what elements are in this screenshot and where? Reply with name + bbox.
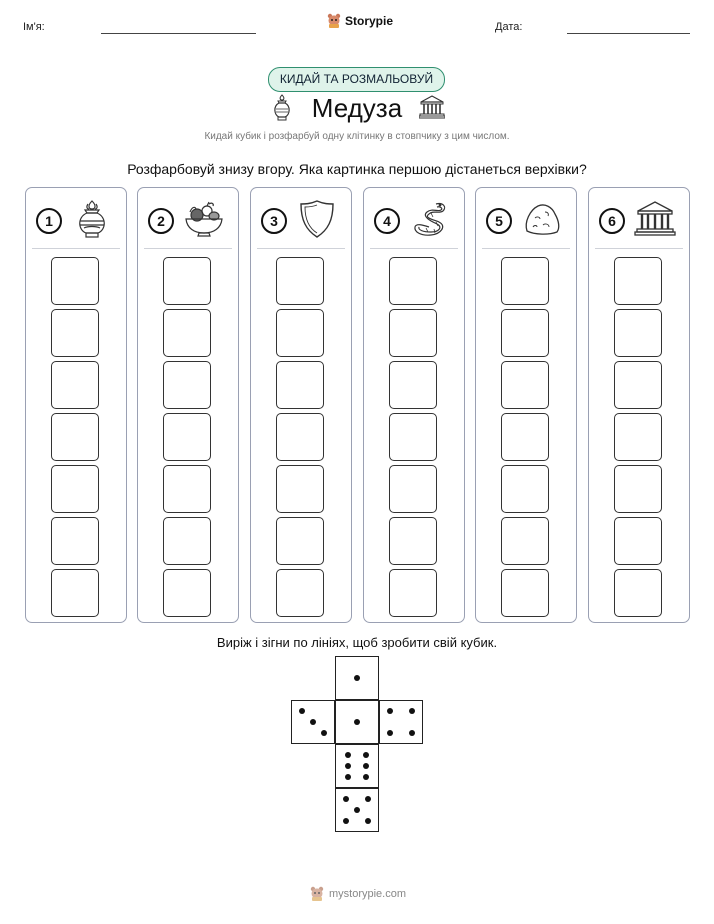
page-title: Медуза — [311, 93, 403, 123]
footer-text: mystorypie.com — [329, 888, 407, 900]
snake-icon — [409, 198, 451, 240]
die-pip — [409, 708, 415, 714]
footer — [310, 886, 406, 902]
dice-column-1 — [25, 187, 127, 623]
color-cell[interactable] — [389, 413, 437, 461]
color-cell[interactable] — [51, 465, 99, 513]
color-cell[interactable] — [51, 309, 99, 357]
cut-instruction: Виріж і зігни по лініях, щоб зробити свій кубик. — [216, 635, 498, 650]
color-cell[interactable] — [163, 517, 211, 565]
color-cell[interactable] — [163, 413, 211, 461]
color-cell[interactable] — [501, 569, 549, 617]
color-cell[interactable] — [501, 465, 549, 513]
die-pip — [343, 796, 349, 802]
color-cell[interactable] — [51, 361, 99, 409]
logo — [327, 13, 393, 29]
footer-bear-icon — [310, 886, 324, 902]
color-cell[interactable] — [163, 465, 211, 513]
die-pip — [354, 719, 360, 725]
die-pip — [387, 708, 393, 714]
color-cell[interactable] — [163, 309, 211, 357]
color-cell[interactable] — [163, 257, 211, 305]
column-number: 2 — [148, 208, 174, 234]
color-cell[interactable] — [276, 569, 324, 617]
die-pip — [345, 774, 351, 780]
die-pip — [299, 708, 305, 714]
dice-column-6 — [588, 187, 690, 623]
column-divider — [482, 248, 570, 249]
subtitle: Кидай кубик і розфарбуй одну клітинку в стовпчику з цим числом. — [204, 131, 510, 142]
color-cell[interactable] — [389, 257, 437, 305]
color-cell[interactable] — [276, 361, 324, 409]
die-pip — [365, 796, 371, 802]
die-pip — [409, 730, 415, 736]
die-pip — [363, 763, 369, 769]
color-cell[interactable] — [51, 413, 99, 461]
color-cell[interactable] — [614, 517, 662, 565]
color-cell[interactable] — [163, 569, 211, 617]
color-cell[interactable] — [276, 309, 324, 357]
color-cell[interactable] — [614, 413, 662, 461]
column-divider — [144, 248, 232, 249]
color-cell[interactable] — [614, 309, 662, 357]
column-number: 6 — [599, 208, 625, 234]
color-cell[interactable] — [276, 413, 324, 461]
color-cell[interactable] — [389, 309, 437, 357]
dice-column-3 — [250, 187, 352, 623]
color-cell[interactable] — [276, 465, 324, 513]
die-face-1 — [335, 700, 379, 744]
stone-icon — [521, 198, 563, 240]
column-number: 5 — [486, 208, 512, 234]
color-cell[interactable] — [51, 257, 99, 305]
date-line — [567, 33, 690, 34]
dice-column-2 — [137, 187, 239, 623]
die-pip — [343, 818, 349, 824]
title-temple-icon — [419, 95, 445, 119]
die-pip — [354, 675, 360, 681]
logo-text: Storypie — [345, 14, 394, 28]
color-cell[interactable] — [51, 569, 99, 617]
color-cell[interactable] — [276, 257, 324, 305]
shield-icon — [296, 198, 338, 240]
instruction: Розфарбовуй знизу вгору. Яка картинка першою дістанеться верхівки? — [127, 161, 587, 177]
color-cell[interactable] — [389, 361, 437, 409]
die-pip — [345, 763, 351, 769]
color-cell[interactable] — [501, 361, 549, 409]
color-cell[interactable] — [389, 465, 437, 513]
die-face-5 — [335, 788, 379, 832]
die-face-4 — [379, 700, 423, 744]
die-face-1 — [335, 656, 379, 700]
color-cell[interactable] — [501, 309, 549, 357]
die-pip — [321, 730, 327, 736]
column-number: 1 — [36, 208, 62, 234]
color-cell[interactable] — [51, 517, 99, 565]
fruit-bowl-icon — [183, 198, 225, 240]
date-label: Дата: — [495, 21, 523, 33]
color-cell[interactable] — [614, 465, 662, 513]
die-face-3 — [291, 700, 335, 744]
die-pip — [387, 730, 393, 736]
dice-column-4 — [363, 187, 465, 623]
die-pip — [363, 774, 369, 780]
color-cell[interactable] — [614, 361, 662, 409]
die-pip — [354, 807, 360, 813]
temple-icon — [634, 198, 676, 240]
color-cell[interactable] — [501, 257, 549, 305]
name-line — [101, 33, 256, 34]
color-cell[interactable] — [389, 569, 437, 617]
column-number: 4 — [374, 208, 400, 234]
color-cell[interactable] — [501, 517, 549, 565]
color-cell[interactable] — [276, 517, 324, 565]
column-number: 3 — [261, 208, 287, 234]
die-pip — [345, 752, 351, 758]
storypie-bear-icon — [327, 13, 341, 29]
color-cell[interactable] — [614, 257, 662, 305]
column-divider — [32, 248, 120, 249]
color-cell[interactable] — [163, 361, 211, 409]
die-pip — [363, 752, 369, 758]
die-pip — [310, 719, 316, 725]
die-face-6 — [335, 744, 379, 788]
vase-icon — [71, 198, 113, 240]
die-pip — [365, 818, 371, 824]
dice-column-5 — [475, 187, 577, 623]
column-divider — [257, 248, 345, 249]
color-cell[interactable] — [501, 413, 549, 461]
name-label: Ім'я: — [23, 21, 45, 33]
column-divider — [595, 248, 683, 249]
column-divider — [370, 248, 458, 249]
activity-badge: КИДАЙ ТА РОЗМАЛЬОВУЙ — [268, 67, 445, 92]
color-cell[interactable] — [614, 569, 662, 617]
color-cell[interactable] — [389, 517, 437, 565]
